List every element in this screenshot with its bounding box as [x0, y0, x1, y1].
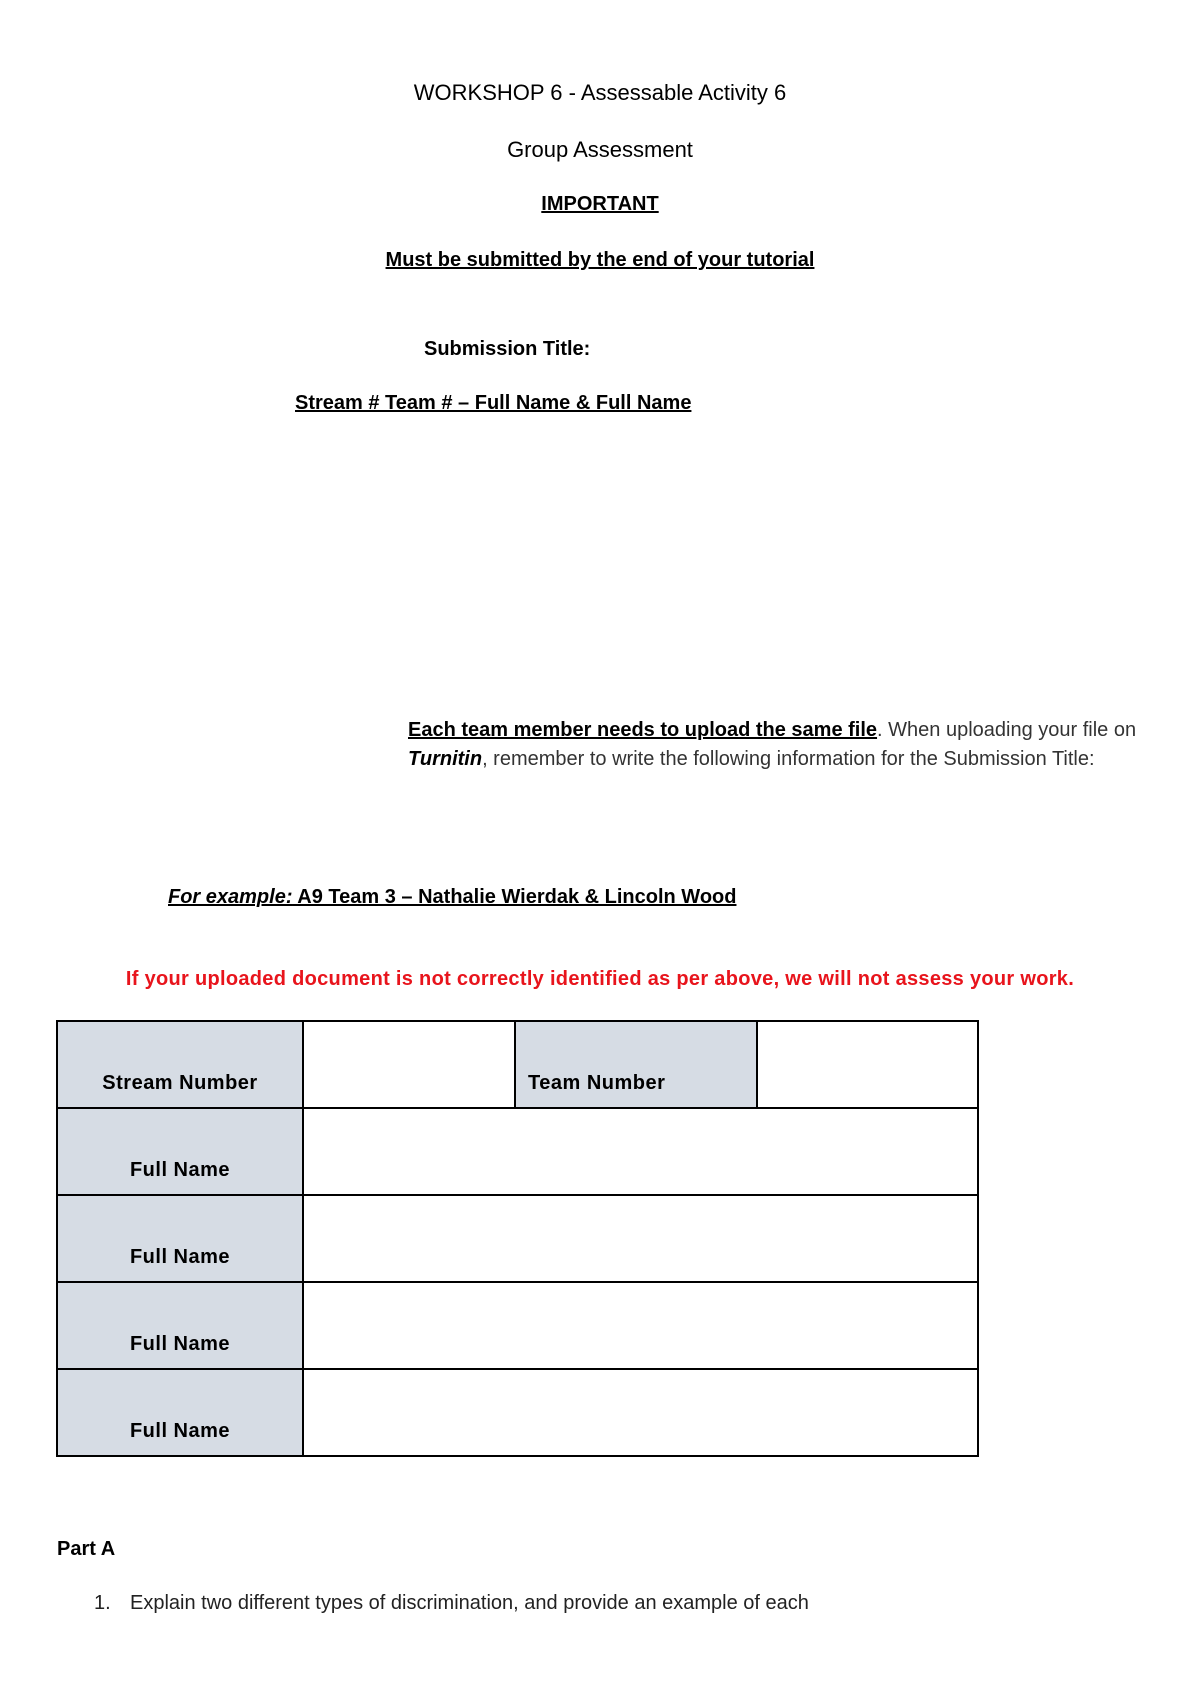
submission-title-format: Stream # Team # – Full Name & Full Name — [295, 392, 692, 414]
table-row — [57, 1195, 978, 1282]
deadline-notice: Must be submitted by the end of your tutorial — [385, 249, 815, 271]
team-number-field[interactable] — [757, 1021, 978, 1108]
warning-notice: If your uploaded document is not correctly identified as per above, we will not assess your work. — [125, 968, 1075, 990]
document-title: WORKSHOP 6 - Assessable Activity 6 — [413, 80, 787, 105]
table-row — [57, 1369, 978, 1456]
stream-number-label: Stream Number — [57, 1021, 303, 1108]
instruction-text-1: . When uploading your file on — [877, 719, 1137, 741]
upload-instructions — [408, 716, 1138, 774]
instruction-text-2: , remember to write the following information for the Submission Title: — [482, 748, 1095, 770]
example-label: For example: — [168, 886, 293, 908]
stream-number-field[interactable] — [303, 1021, 515, 1108]
full-name-field[interactable] — [303, 1282, 978, 1369]
table-row — [57, 1282, 978, 1369]
instruction-platform: Turnitin — [408, 748, 483, 770]
full-name-label: Full Name — [57, 1108, 303, 1195]
team-info-table — [56, 1020, 979, 1457]
example-title — [168, 886, 736, 909]
question-text: Explain two different types of discrimination, and provide an example of each — [130, 1592, 809, 1614]
important-heading: IMPORTANT — [541, 193, 659, 215]
full-name-field[interactable] — [303, 1108, 978, 1195]
full-name-label: Full Name — [57, 1369, 303, 1456]
document-subtitle: Group Assessment — [507, 137, 693, 162]
full-name-field[interactable] — [303, 1369, 978, 1456]
question-item — [94, 1592, 809, 1615]
full-name-field[interactable] — [303, 1195, 978, 1282]
full-name-label: Full Name — [57, 1282, 303, 1369]
table-row — [57, 1108, 978, 1195]
question-number: 1. — [94, 1592, 111, 1614]
example-value: A9 Team 3 – Nathalie Wierdak & Lincoln Wood — [292, 886, 737, 908]
submission-title-label: Submission Title: — [424, 338, 591, 360]
team-number-label: Team Number — [515, 1021, 757, 1108]
part-a-heading: Part A — [57, 1538, 116, 1560]
instruction-emphasis: Each team member needs to upload the same file — [408, 719, 878, 741]
table-row — [57, 1021, 978, 1108]
full-name-label: Full Name — [57, 1195, 303, 1282]
